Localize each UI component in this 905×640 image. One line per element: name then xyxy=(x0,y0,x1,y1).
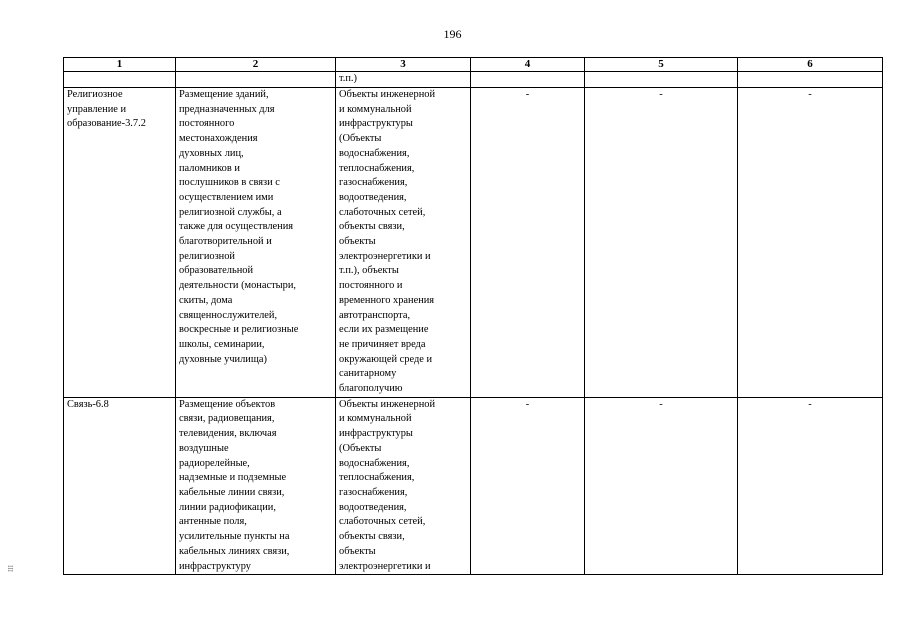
column-header-4: 4 xyxy=(471,58,585,72)
table-cell xyxy=(585,72,738,88)
margin-scan-mark: III xyxy=(6,565,14,572)
table-cell-dash: - xyxy=(471,397,585,574)
table-cell-dash: - xyxy=(471,88,585,398)
use-type-name: Религиозное управление и образование-3.7.2 xyxy=(64,88,176,398)
table-row-religious-administration xyxy=(64,88,883,398)
table-cell xyxy=(64,72,176,88)
column-header-5: 5 xyxy=(585,58,738,72)
table-header-row xyxy=(64,58,883,72)
continuation-row xyxy=(64,72,883,88)
table-cell xyxy=(738,72,883,88)
permitted-use-table xyxy=(63,57,883,575)
column-header-2: 2 xyxy=(176,58,336,72)
use-type-description: Размещение зданий, предназначенных для постоянного местонахождения духовных лиц, паломников и послушников в связи с осуществлением ими религиозной службы, а также для осуществления благотворительной и религиозной образовательной деятельности (монастыри, скиты, дома священнослужителей, воскресные и религиозные школы, семинарии, духовные училища) xyxy=(176,88,336,398)
table-cell-dash: - xyxy=(738,88,883,398)
column-header-6: 6 xyxy=(738,58,883,72)
table-cell-dash: - xyxy=(738,397,883,574)
page-number: 196 xyxy=(443,27,462,41)
auxiliary-uses: Объекты инженерной и коммунальной инфраструктуры (Объекты водоснабжения, теплоснабжения, газоснабжения, водоотведения, слаботочных сетей, объекты связи, объекты электроэнергетики и xyxy=(336,397,471,574)
use-type-name: Связь-6.8 xyxy=(64,397,176,574)
use-type-description: Размещение объектов связи, радиовещания, телевидения, включая воздушные радиорелейные, надземные и подземные кабельные линии связи, линии радиофикации, антенные поля, усилительные пункты на кабельных линиях связи, инфраструктуру xyxy=(176,397,336,574)
column-header-1: 1 xyxy=(64,58,176,72)
column-header-3: 3 xyxy=(336,58,471,72)
table-cell-dash: - xyxy=(585,397,738,574)
table-cell xyxy=(471,72,585,88)
auxiliary-uses: Объекты инженерной и коммунальной инфраструктуры (Объекты водоснабжения, теплоснабжения, газоснабжения, водоотведения, слаботочных сетей, объекты связи, объекты электроэнергетики и т.п.), объекты постоянного и временного хранения автотранспорта, если их размещение не причиняет вреда окружающей среде и санитарному благополучию xyxy=(336,88,471,398)
table-row-communications xyxy=(64,397,883,574)
table-cell-dash: - xyxy=(585,88,738,398)
table-cell: т.п.) xyxy=(336,72,471,88)
table-cell xyxy=(176,72,336,88)
